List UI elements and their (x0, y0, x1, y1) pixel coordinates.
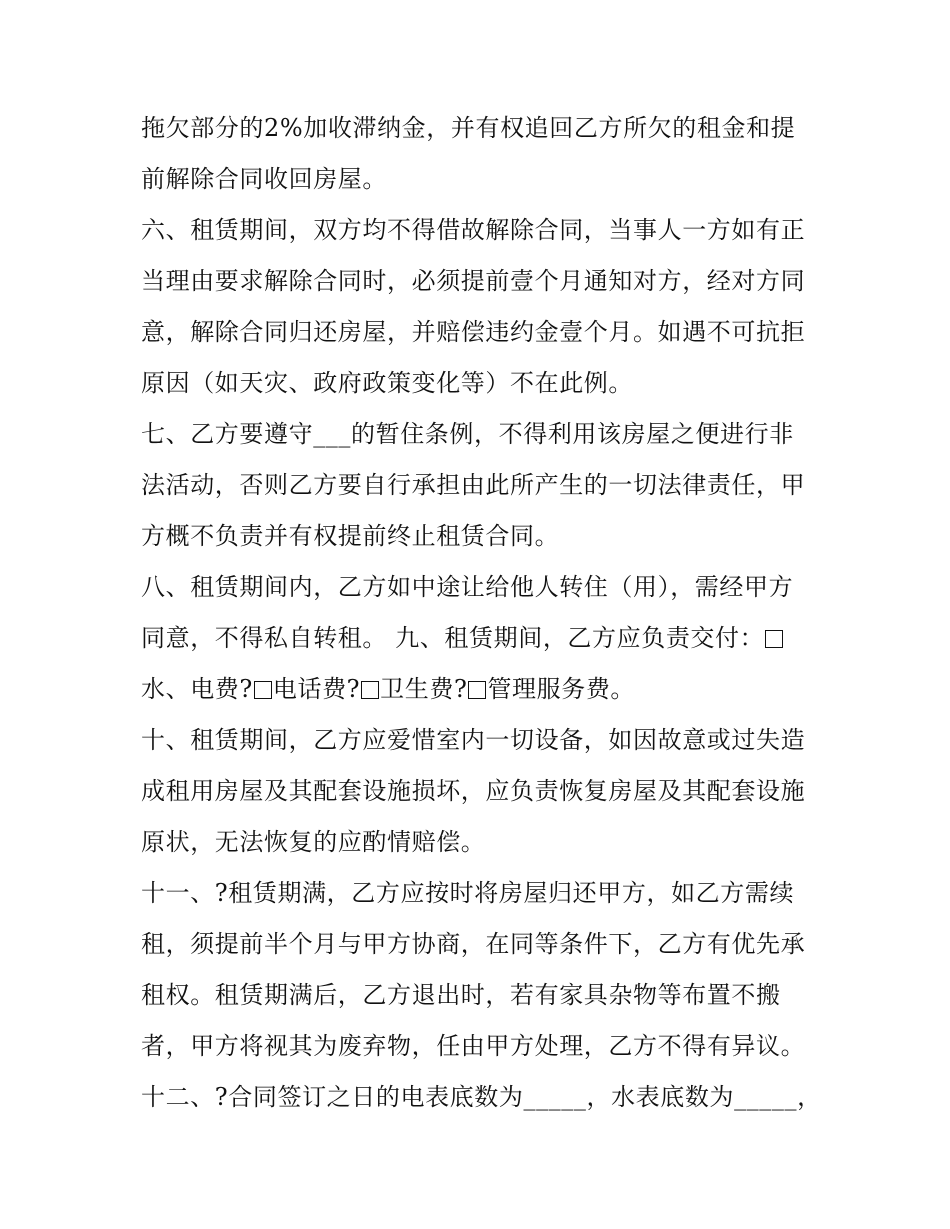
checkbox-icon (361, 681, 379, 699)
text-line-3: 六、租赁期间，双方均不得借故解除合同，当事人一方如有正 (141, 216, 806, 244)
text-line-7: 七、乙方要遵守___的暂住条例，不得利用该房屋之便进行非 (141, 420, 794, 448)
text-line-4: 当理由要求解除合同时，必须提前壹个月通知对方，经对方同 (141, 267, 806, 295)
fee-item-management: 管理服务费。 (487, 675, 636, 703)
text-line-19: 者，甲方将视其为废弃物，任由甲方处理，乙方不得有异议。 (141, 1032, 806, 1060)
fee-item-phone: 电话费? (272, 675, 361, 703)
text-line-1: 拖欠部分的2%加收滞纳金，并有权追回乙方所欠的租金和提 (141, 114, 796, 142)
text-line-18: 租权。租赁期满后，乙方退出时，若有家具杂物等布置不搬 (141, 981, 781, 1009)
contract-text (141, 103, 821, 1123)
text-line-6: 原因（如天灾、政府政策变化等）不在此例。 (141, 369, 633, 397)
checkbox-icon (468, 681, 486, 699)
text-line-20: 十二、?合同签订之日的电表底数为_____，水表底数为_____， (141, 1083, 822, 1111)
text-line-11 (141, 613, 821, 664)
text-line-5: 意，解除合同归还房屋，并赔偿违约金壹个月。如遇不可抗拒 (141, 318, 806, 346)
checkbox-icon (254, 681, 272, 699)
fee-item-sanitation: 卫生费? (380, 675, 468, 703)
text-line-2: 前解除合同收回房屋。 (141, 165, 387, 193)
text-line-15: 原状，无法恢复的应酌情赔偿。 (141, 828, 486, 856)
text-line-13: 十、租赁期间，乙方应爱惜室内一切设备，如因故意或过失造 (141, 726, 806, 754)
text-line-10: 八、租赁期间内，乙方如中途让给他人转住（用），需经甲方 (141, 573, 794, 601)
text-line-16: 十一、?租赁期满，乙方应按时将房屋归还甲方，如乙方需续 (141, 879, 795, 907)
text-line-14: 成租用房屋及其配套设施损坏，应负责恢复房屋及其配套设施 (141, 777, 806, 805)
fee-items-line (141, 664, 821, 715)
text-line-9: 方概不负责并有权提前终止租赁合同。 (141, 522, 560, 550)
checkbox-icon (765, 630, 783, 648)
fee-item-water-electric: 水、电费? (141, 675, 253, 703)
text-line-17: 租，须提前半个月与甲方协商，在同等条件下，乙方有优先承 (141, 930, 806, 958)
text-line-11-text: 同意，不得私自转租。 九、租赁期间，乙方应负责交付： (141, 624, 765, 652)
text-line-8: 法活动，否则乙方要自行承担由此所产生的一切法律责任，甲 (141, 471, 806, 499)
